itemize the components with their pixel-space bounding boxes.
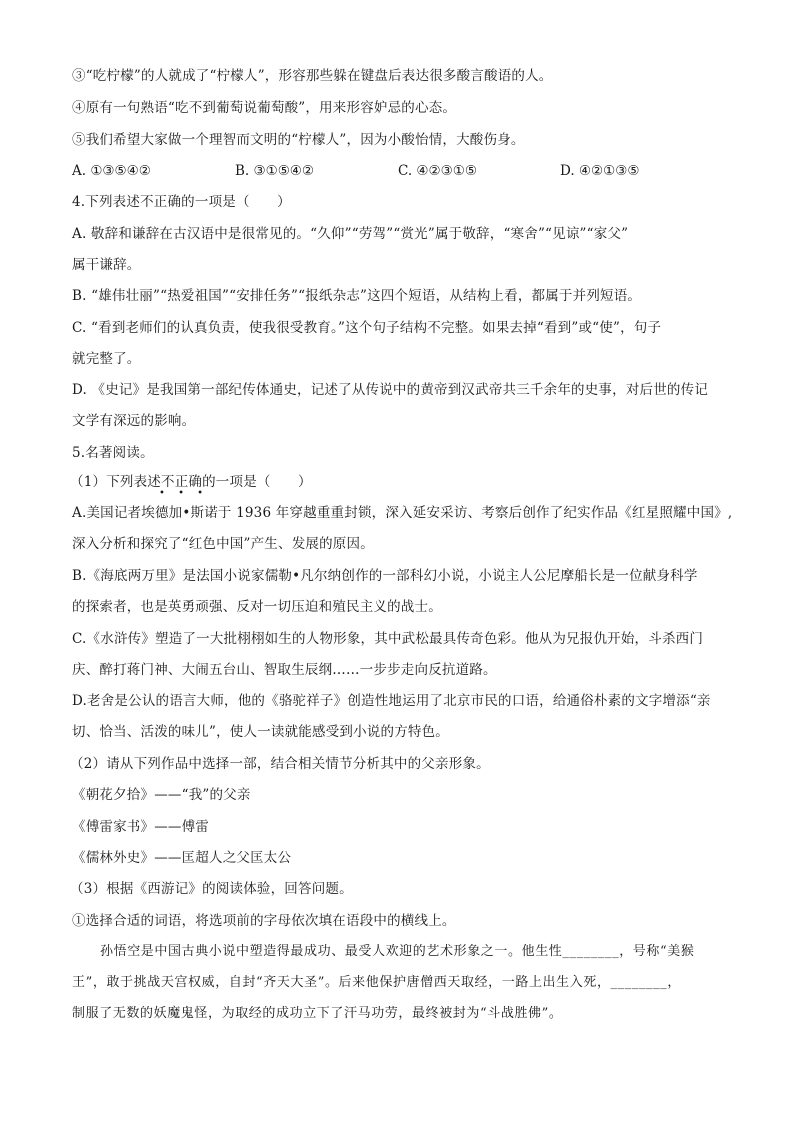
text-line: 就完整了。 [72, 351, 141, 367]
text-line: A. 敬辞和谦辞在古汉语中是很常见的。“久仰”“劳驾”“赏光”属于敬辞，“寒舍”“见谅”“家父” [72, 226, 629, 242]
option-a: A. ①③⑤④② [72, 163, 151, 179]
question-5-stem: 5.名著阅读。 [72, 445, 154, 461]
work-option: 《儒林外史》——匡超人之父匡太公 [72, 850, 292, 866]
text-line: 庆、醉打蒋门神、大闹五台山、智取生辰纲……一步步走向反抗道路。 [72, 662, 497, 678]
text-line: 文学有深远的影响。 [72, 413, 196, 429]
text-line: ①选择合适的词语，将选项前的字母依次填在语段中的横线上。 [72, 913, 456, 929]
passage-line: 王”，敢于挑战天宫权威，自封“齐天大圣”。后来他保护唐僧西天取经，一路上出生入死，________， [72, 975, 681, 990]
text-line: B.《海底两万里》是法国小说家儒勒•凡尔纳创作的一部科幻小说，小说主人公尼摩船长是一位献身科学 [72, 568, 698, 584]
text-line: D. 《史记》是我国第一部纪传体通史，记述了从传说中的黄帝到汉武帝共三千余年的史事，对后世的传记 [72, 382, 709, 398]
text-line: D.老舍是公认的语言大师，他的《骆驼祥子》创造性地运用了北京市民的口语，给通俗朴素的文字增添“亲 [72, 693, 711, 709]
text-line: C. “看到老师们的认真负责，使我很受教育。”这个句子结构不完整。如果去掉“看到”或“使”，句子 [72, 320, 662, 336]
passage-line: 制服了无数的妖魔鬼怪，为取经的成功立下了汗马功劳，最终被封为“斗战胜佛”。 [72, 1006, 563, 1021]
work-option: 《傅雷家书》——傅雷 [72, 819, 209, 835]
text-line: C.《水浒传》塑造了一大批栩栩如生的人物形象，其中武松最具传奇色彩。他从为兄报仇开始，斗杀西门 [72, 631, 704, 647]
option-d: D. ④②①③⑤ [560, 163, 640, 179]
text-line: 切、恰当、活泼的味儿”，使人一读就能感受到小说的方特色。 [72, 724, 450, 740]
sub-question-2: （2）请从下列作品中选择一部，结合相关情节分析其中的父亲形象。 [70, 756, 490, 772]
text-line: A.美国记者埃德加•斯诺于 1936 年穿越重重封锁，深入延安采访、考察后创作了纪实作品《红星照耀中国》, [72, 505, 733, 521]
text-line: 属干谦辞。 [72, 257, 141, 273]
passage-line: 孙悟空是中国古典小说中塑造得最成功、最受人欢迎的艺术形象之一。他生性________，号称“美猴 [100, 944, 695, 959]
question-4-stem: 4.下列表述不正确的一项是（ ） [72, 194, 291, 210]
text-line: ④原有一句熟语“吃不到葡萄说葡萄酸”，用来形容妒忌的心态。 [72, 100, 457, 116]
option-c: C. ④②③①⑤ [398, 163, 477, 179]
sub-question-3: （3）根据《西游记》的阅读体验，回答问题。 [70, 881, 353, 897]
text-line: 深入分析和探究了“红色中国”产生、发展的原因。 [72, 536, 374, 552]
emphasis-dots: • • • [159, 488, 209, 499]
text-line: ⑤我们希望大家做一个理智而文明的“柠檬人”，因为小酸怡情，大酸伤身。 [72, 132, 525, 148]
text-line: B. “雄伟壮丽”“热爱祖国”“安排任务”“报纸杂志”这四个短语，从结构上看，都属于并列短语。 [72, 288, 642, 304]
text-line: 的探索者，也是英勇顽强、反对一切压迫和殖民主义的战士。 [72, 599, 442, 615]
sub-question-1: （1）下列表述不正确的一项是（ ） [70, 474, 312, 490]
text-line: ③“吃柠檬”的人就成了“柠檬人”，形容那些躲在键盘后表达很多酸言酸语的人。 [72, 68, 553, 84]
work-option: 《朝花夕拾》——“我”的父亲 [72, 787, 251, 803]
option-b: B. ③①⑤④② [235, 163, 315, 179]
